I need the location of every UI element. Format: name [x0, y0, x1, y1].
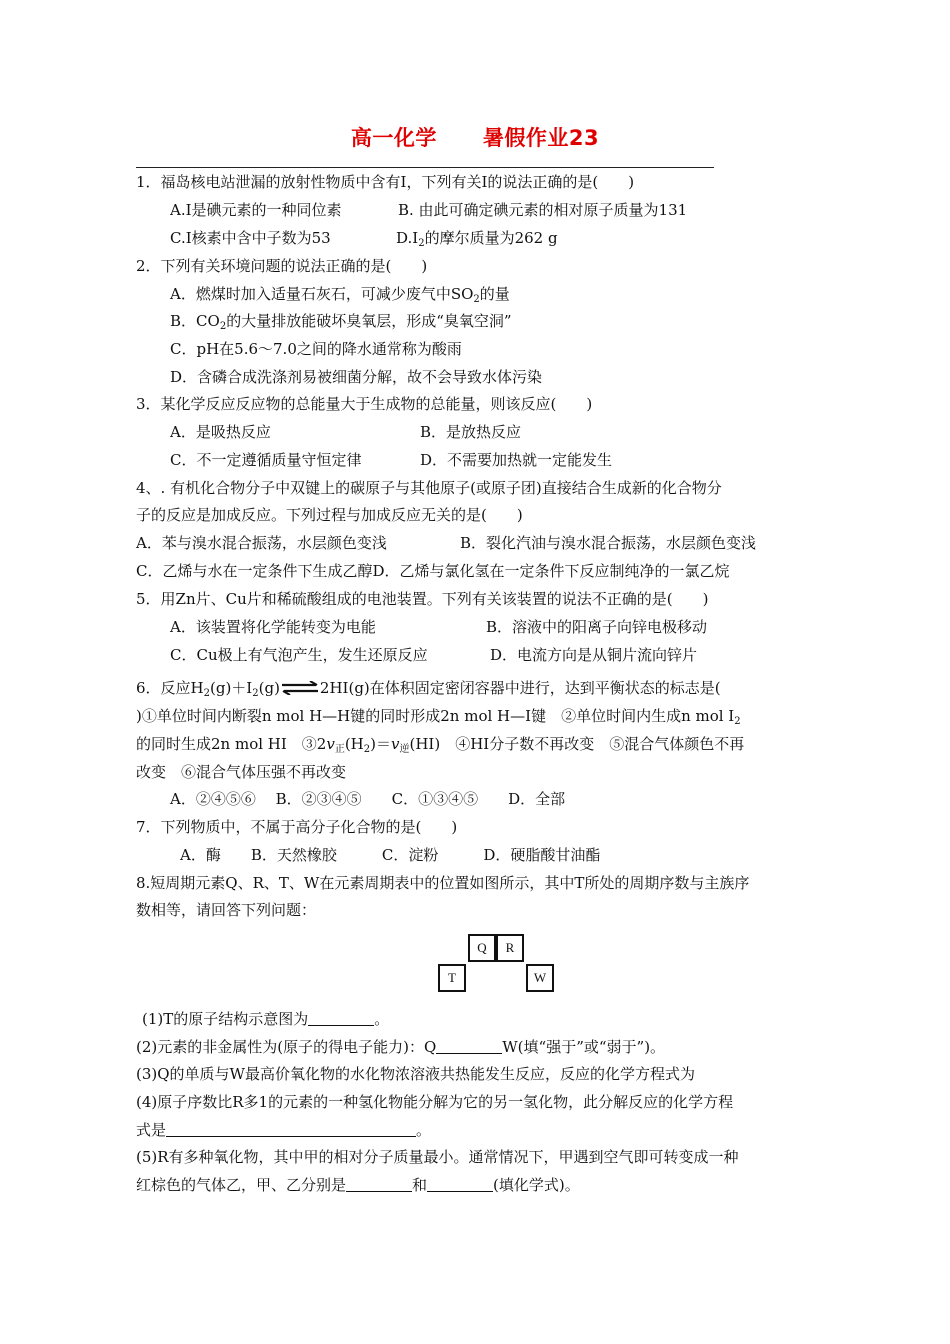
q8-part5-line1: (5)R有多种氧化物，其中甲的相对分子质量最小。通常情况下，甲遇到空气即可转变成一种 — [136, 1148, 739, 1166]
q4-option-a: A．苯与溴水混合振荡，水层颜色变浅 — [136, 534, 387, 552]
equilibrium-arrow-icon — [280, 681, 320, 695]
q7-stem: 7．下列物质中，不属于高分子化合物的是( ) — [136, 818, 458, 836]
q8-part3: (3)Q的单质与W最高价氧化物的水化物浓溶液共热能发生反应，反应的化学方程式为 — [136, 1065, 695, 1083]
page-title — [0, 122, 950, 152]
q4-stem-line2: 子的反应是加成反应。下列过程与加成反应无关的是( ) — [136, 506, 523, 524]
q1-option-d: $D.I_2$的摩尔质量为262 g — [396, 229, 558, 249]
q2-option-a: A．燃煤时加入适量石灰石，可减少废气中$SO_2$的量 — [170, 285, 510, 305]
answer-blank[interactable] — [346, 1177, 412, 1192]
q5-stem: 5．用Zn片、Cu片和稀硫酸组成的电池装置。下列有关该装置的说法不正确的是( ) — [136, 590, 709, 608]
q5-option-c: C．Cu极上有气泡产生，发生还原反应 — [170, 646, 428, 664]
q6-stem-line1: 6．反应$H_2(g)+I_2(g)$ 2HI(g)在体积固定密闭容器中进行，达到平衡状态的标志是( — [136, 679, 721, 699]
q1-option-c: C.I核素中含中子数为53 — [170, 229, 331, 247]
element-cell-r: R — [496, 934, 524, 962]
q6-options: A．②④⑤⑥ B．②③④⑤ C．①③④⑤ D．全部 — [170, 790, 566, 808]
q7-options: A．酶 B．天然橡胶 C．淀粉 D．硬脂酸甘油酯 — [180, 846, 601, 864]
q3-option-a: A．是吸热反应 — [170, 423, 271, 441]
q1-option-b: B. 由此可确定碘元素的相对原子质量为131 — [398, 201, 688, 219]
q8-part1: (1)T的原子结构示意图为 。 — [142, 1010, 390, 1028]
answer-blank[interactable] — [427, 1177, 493, 1192]
element-cell-w: W — [526, 964, 554, 992]
title-divider — [136, 167, 714, 168]
q6-stem-line3: 的同时生成2n mol HI $③2v_正(H_2)=v_逆(HI)$ ④HI分子数不再改变 ⑤混合气体颜色不再 — [136, 735, 745, 755]
answer-blank[interactable] — [166, 1122, 416, 1137]
q1-option-a: A.I是碘元素的一种同位素 — [170, 201, 342, 219]
q2-stem: 2．下列有关环境问题的说法正确的是( ) — [136, 257, 428, 275]
q8-part4-line2: 式是 。 — [136, 1121, 432, 1139]
q2-option-c: C．pH在5.6～7.0之间的降水通常称为酸雨 — [170, 340, 462, 358]
q3-option-c: C．不一定遵循质量守恒定律 — [170, 451, 362, 469]
q8-part4-line1: (4)原子序数比R多1的元素的一种氢化物能分解为它的另一氢化物，此分解反应的化学方程 — [136, 1093, 734, 1111]
title-assignment: 暑假作业23 — [482, 126, 600, 150]
q3-stem: 3．某化学反应反应物的总能量大于生成物的总能量，则该反应( ) — [136, 395, 593, 413]
q3-option-b: B．是放热反应 — [420, 423, 522, 441]
answer-blank[interactable] — [308, 1011, 374, 1026]
q4-stem-line1: 4、. 有机化合物分子中双键上的碳原子与其他原子(或原子团)直接结合生成新的化合物分 — [136, 479, 722, 497]
q1-stem: 1．福岛核电站泄漏的放射性物质中含有I，下列有关I的说法正确的是( ) — [136, 173, 635, 191]
q4-option-b: B．裂化汽油与溴水混合振荡，水层颜色变浅 — [460, 534, 757, 552]
q6-stem-line4: 改变 ⑥混合气体压强不再改变 — [136, 763, 347, 781]
q8-stem-line2: 数相等，请回答下列问题： — [136, 901, 317, 919]
title-subject: 高一化学 — [350, 126, 437, 150]
q8-part5-line2: 红棕色的气体乙，甲、乙分别是 和 (填化学式)。 — [136, 1176, 580, 1194]
element-cell-t: T — [438, 964, 466, 992]
answer-blank[interactable] — [436, 1039, 502, 1054]
q4-option-cd: C．乙烯与水在一定条件下生成乙醇D．乙烯与氯化氢在一定条件下反应制纯净的一氯乙烷 — [136, 562, 730, 580]
q6-stem-line2: )①单位时间内断裂n mol H—H键的同时形成2n mol H—I键 ②单位时间内生成n mol $I_2$ — [136, 707, 741, 727]
q2-option-b: B．$CO_2$的大量排放能破坏臭氧层，形成“臭氧空洞” — [170, 312, 512, 332]
q8-part2: (2)元素的非金属性为(原子的得电子能力)：Q W(填“强于”或“弱于”)。 — [136, 1038, 666, 1056]
q3-option-d: D．不需要加热就一定能发生 — [420, 451, 613, 469]
element-cell-q: Q — [468, 934, 496, 962]
q5-option-b: B．溶液中的阳离子向锌电极移动 — [486, 618, 708, 636]
q8-stem-line1: 8.短周期元素Q、R、T、W在元素周期表中的位置如图所示，其中T所处的周期序数与主族序 — [136, 874, 750, 892]
q5-option-a: A．该装置将化学能转变为电能 — [170, 618, 376, 636]
q2-option-d: D．含磷合成洗涤剂易被细菌分解，故不会导致水体污染 — [170, 368, 543, 386]
q5-option-d: D．电流方向是从铜片流向锌片 — [490, 646, 698, 664]
